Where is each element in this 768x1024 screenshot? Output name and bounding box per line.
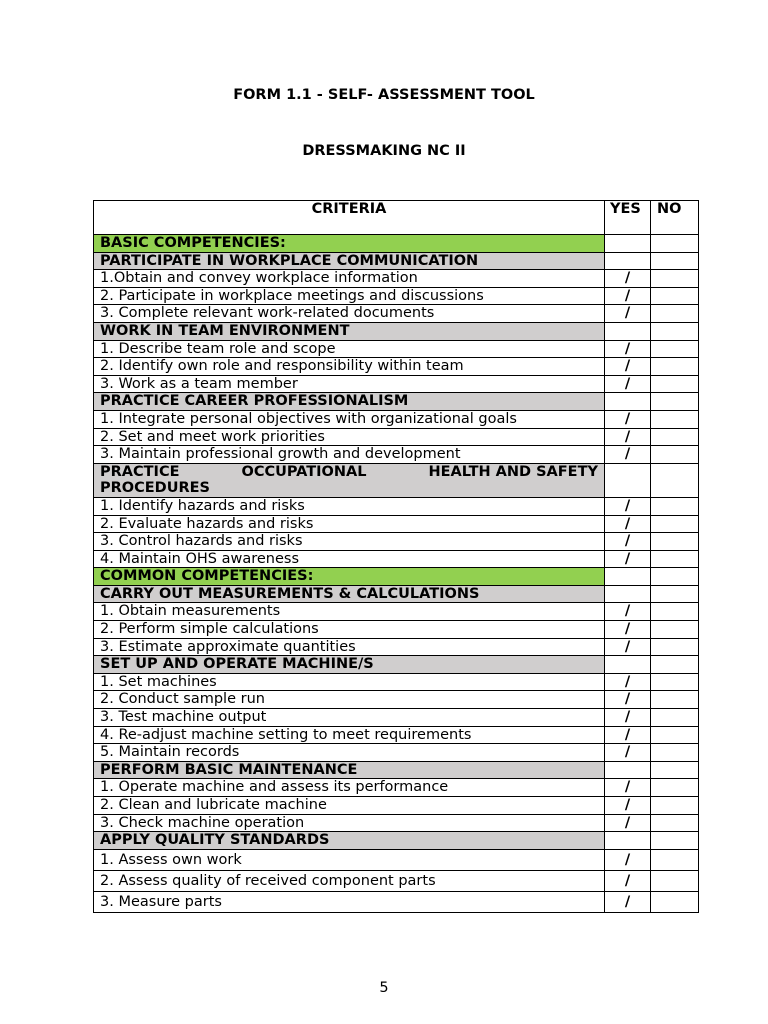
criteria-item: 3. Estimate approximate quantities [94,638,605,656]
table-row [94,410,699,428]
criteria-item: 3. Measure parts [94,891,605,912]
table-row [94,550,699,568]
no-cell[interactable] [651,797,699,815]
table-row [94,446,699,464]
criteria-item: 1. Obtain measurements [94,603,605,621]
no-cell[interactable] [651,322,699,340]
criteria-item: 1. Set machines [94,673,605,691]
yes-check-mark[interactable]: / [605,497,651,515]
yes-check-mark[interactable]: / [605,446,651,464]
table-row [94,891,699,912]
table-row [94,691,699,709]
unit-label: PARTICIPATE IN WORKPLACE COMMUNICATION [94,252,605,270]
criteria-header: CRITERIA [94,201,605,235]
unit-label-word: PRACTICE [100,463,180,480]
yes-check-mark[interactable]: / [605,603,651,621]
table-row [94,814,699,832]
table-row [94,270,699,288]
unit-row [94,252,699,270]
yes-cell[interactable] [605,832,651,850]
no-cell[interactable] [651,515,699,533]
self-assessment-table [93,200,699,913]
table-row [94,287,699,305]
yes-check-mark[interactable]: / [605,849,651,870]
no-cell[interactable] [651,585,699,603]
yes-check-mark[interactable]: / [605,550,651,568]
no-cell[interactable] [651,550,699,568]
yes-check-mark[interactable]: / [605,870,651,891]
no-cell[interactable] [651,779,699,797]
criteria-item: 2. Identify own role and responsibility within team [94,358,605,376]
criteria-item: 2. Assess quality of received component parts [94,870,605,891]
table-row [94,779,699,797]
criteria-item: 1. Identify hazards and risks [94,497,605,515]
no-cell[interactable] [651,673,699,691]
criteria-item: 1. Describe team role and scope [94,340,605,358]
no-cell[interactable] [651,691,699,709]
no-cell[interactable] [651,814,699,832]
criteria-item: 2. Evaluate hazards and risks [94,515,605,533]
section-label: BASIC COMPETENCIES: [94,235,605,253]
no-cell[interactable] [651,533,699,551]
yes-cell[interactable] [605,393,651,411]
criteria-item: 2. Participate in workplace meetings and discussions [94,287,605,305]
no-cell[interactable] [651,832,699,850]
table-row [94,709,699,727]
criteria-item: 5. Maintain records [94,744,605,762]
table-row [94,797,699,815]
unit-label: PERFORM BASIC MAINTENANCE [94,761,605,779]
unit-label-line-2: PROCEDURES [100,480,210,497]
yes-check-mark[interactable]: / [605,726,651,744]
table-row [94,603,699,621]
unit-row [94,656,699,674]
yes-check-mark[interactable]: / [605,814,651,832]
no-cell[interactable] [651,235,699,253]
yes-check-mark[interactable]: / [605,375,651,393]
yes-check-mark[interactable]: / [605,797,651,815]
criteria-item: 4. Re-adjust machine setting to meet requirements [94,726,605,744]
no-cell[interactable] [651,252,699,270]
criteria-item: 3. Control hazards and risks [94,533,605,551]
unit-row [94,322,699,340]
criteria-item: 2. Conduct sample run [94,691,605,709]
yes-check-mark[interactable]: / [605,358,651,376]
table-row [94,533,699,551]
yes-check-mark[interactable]: / [605,428,651,446]
criteria-item: 3. Work as a team member [94,375,605,393]
table-row [94,428,699,446]
table-row [94,638,699,656]
table-row [94,515,699,533]
no-cell[interactable] [651,463,699,497]
table-row [94,673,699,691]
unit-row [94,463,699,497]
yes-check-mark[interactable]: / [605,691,651,709]
no-cell[interactable] [651,375,699,393]
unit-label: PRACTICE CAREER PROFESSIONALISM [94,393,605,411]
criteria-item: 4. Maintain OHS awareness [94,550,605,568]
no-header: NO [651,201,699,235]
no-cell[interactable] [651,761,699,779]
unit-label: WORK IN TEAM ENVIRONMENT [94,322,605,340]
section-row [94,568,699,586]
criteria-item: 1.Obtain and convey workplace information [94,270,605,288]
yes-header: YES [605,201,651,235]
no-cell[interactable] [651,340,699,358]
unit-label-line-1 [100,464,598,481]
criteria-item: 1. Assess own work [94,849,605,870]
no-cell[interactable] [651,870,699,891]
table-header-row [94,201,699,235]
no-cell[interactable] [651,446,699,464]
course-title: DRESSMAKING NC II [302,143,466,159]
no-cell[interactable] [651,305,699,323]
criteria-item: 3. Complete relevant work-related documents [94,305,605,323]
unit-label [94,463,605,497]
no-cell[interactable] [651,726,699,744]
unit-label: CARRY OUT MEASUREMENTS & CALCULATIONS [94,585,605,603]
table-row [94,849,699,870]
unit-label: APPLY QUALITY STANDARDS [94,832,605,850]
no-cell[interactable] [651,393,699,411]
criteria-item: 2. Set and meet work priorities [94,428,605,446]
criteria-item: 2. Perform simple calculations [94,621,605,639]
no-cell[interactable] [651,891,699,912]
form-title: FORM 1.1 - SELF- ASSESSMENT TOOL [233,87,535,103]
section-label: COMMON COMPETENCIES: [94,568,605,586]
yes-check-mark[interactable]: / [605,744,651,762]
unit-row [94,761,699,779]
no-cell[interactable] [651,497,699,515]
section-row [94,235,699,253]
criteria-item: 3. Test machine output [94,709,605,727]
criteria-item: 3. Check machine operation [94,814,605,832]
page-number: 5 [379,980,389,996]
no-cell[interactable] [651,621,699,639]
no-cell[interactable] [651,270,699,288]
no-cell[interactable] [651,428,699,446]
yes-check-mark[interactable]: / [605,270,651,288]
table-row [94,305,699,323]
table-row [94,358,699,376]
unit-label: SET UP AND OPERATE MACHINE/S [94,656,605,674]
yes-check-mark[interactable]: / [605,287,651,305]
yes-cell[interactable] [605,761,651,779]
no-cell[interactable] [651,744,699,762]
yes-check-mark[interactable]: / [605,779,651,797]
criteria-item: 1. Integrate personal objectives with organizational goals [94,410,605,428]
no-cell[interactable] [651,287,699,305]
no-cell[interactable] [651,849,699,870]
table-row [94,726,699,744]
yes-check-mark[interactable]: / [605,533,651,551]
unit-row [94,393,699,411]
yes-cell[interactable] [605,585,651,603]
yes-check-mark[interactable]: / [605,515,651,533]
yes-check-mark[interactable]: / [605,621,651,639]
yes-check-mark[interactable]: / [605,709,651,727]
yes-check-mark[interactable]: / [605,891,651,912]
yes-cell[interactable] [605,656,651,674]
yes-check-mark[interactable]: / [605,340,651,358]
table-row [94,870,699,891]
unit-label-word: HEALTH AND SAFETY [428,463,598,480]
criteria-item: 2. Clean and lubricate machine [94,797,605,815]
table-row [94,340,699,358]
no-cell[interactable] [651,568,699,586]
yes-check-mark[interactable]: / [605,305,651,323]
no-cell[interactable] [651,709,699,727]
table-row [94,621,699,639]
no-cell[interactable] [651,638,699,656]
no-cell[interactable] [651,410,699,428]
table-row [94,375,699,393]
unit-row [94,832,699,850]
unit-label-word: OCCUPATIONAL [241,463,367,480]
no-cell[interactable] [651,603,699,621]
yes-check-mark[interactable]: / [605,638,651,656]
yes-cell[interactable] [605,252,651,270]
yes-check-mark[interactable]: / [605,673,651,691]
yes-cell[interactable] [605,463,651,497]
no-cell[interactable] [651,656,699,674]
table-row [94,744,699,762]
criteria-item: 1. Operate machine and assess its performance [94,779,605,797]
yes-check-mark[interactable]: / [605,410,651,428]
table-row [94,497,699,515]
yes-cell[interactable] [605,235,651,253]
yes-cell[interactable] [605,322,651,340]
criteria-item: 3. Maintain professional growth and development [94,446,605,464]
unit-row [94,585,699,603]
yes-cell[interactable] [605,568,651,586]
no-cell[interactable] [651,358,699,376]
